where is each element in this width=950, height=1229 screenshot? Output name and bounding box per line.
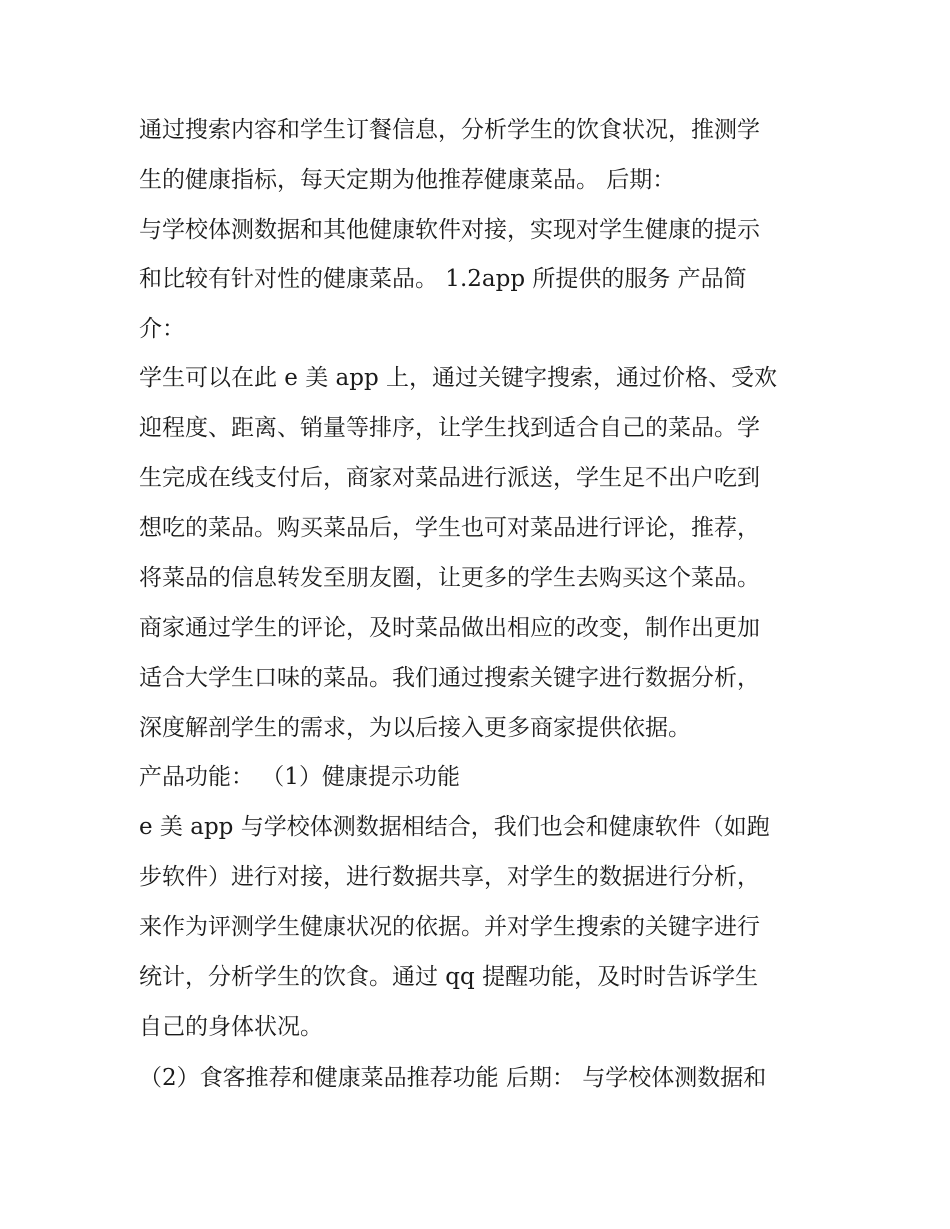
text-line: 和比较有针对性的健康菜品。 1.2app 所提供的服务 产品简 bbox=[139, 266, 747, 292]
text-line: 生的健康指标，每天定期为他推荐健康菜品。 后期： bbox=[139, 167, 676, 193]
section-heading: （2）食客推荐和健康菜品推荐功能 后期： 与学校体测数据和 bbox=[139, 1065, 767, 1091]
text-line: 统计，分析学生的饮食。通过 qq 提醒功能，及时时告诉学生 bbox=[139, 964, 759, 990]
text-line: 与学校体测数据和其他健康软件对接，实现对学生健康的提示 bbox=[139, 217, 760, 243]
text-line: 来作为评测学生健康状况的依据。并对学生搜索的关键字进行 bbox=[139, 914, 760, 940]
text-line: 将菜品的信息转发至朋友圈，让更多的学生去购买这个菜品。 bbox=[139, 565, 760, 591]
text-line: 迎程度、距离、销量等排序，让学生找到适合自己的菜品。学 bbox=[139, 415, 760, 441]
text-line: 商家通过学生的评论，及时菜品做出相应的改变，制作出更加 bbox=[139, 615, 760, 641]
text-line: 自己的身体状况。 bbox=[139, 1014, 323, 1040]
text-line: e 美 app 与学校体测数据相结合，我们也会和健康软件（如跑 bbox=[139, 814, 770, 840]
text-line: 深度解剖学生的需求，为以后接入更多商家提供依据。 bbox=[139, 715, 691, 741]
section-heading: 产品功能： （1）健康提示功能 bbox=[139, 764, 460, 790]
text-line: 适合大学生口味的菜品。我们通过搜索关键字进行数据分析， bbox=[139, 665, 760, 691]
text-line: 步软件）进行对接，进行数据共享，对学生的数据进行分析， bbox=[139, 864, 760, 890]
text-line: 通过搜索内容和学生订餐信息，分析学生的饮食状况，推测学 bbox=[139, 117, 760, 143]
text-line: 介： bbox=[139, 316, 185, 342]
text-line: 生完成在线支付后，商家对菜品进行派送，学生足不出户吃到 bbox=[139, 465, 760, 491]
text-line: 想吃的菜品。购买菜品后，学生也可对菜品进行评论，推荐， bbox=[139, 515, 760, 541]
text-line: 学生可以在此 e 美 app 上，通过关键字搜索，通过价格、受欢 bbox=[139, 365, 778, 391]
